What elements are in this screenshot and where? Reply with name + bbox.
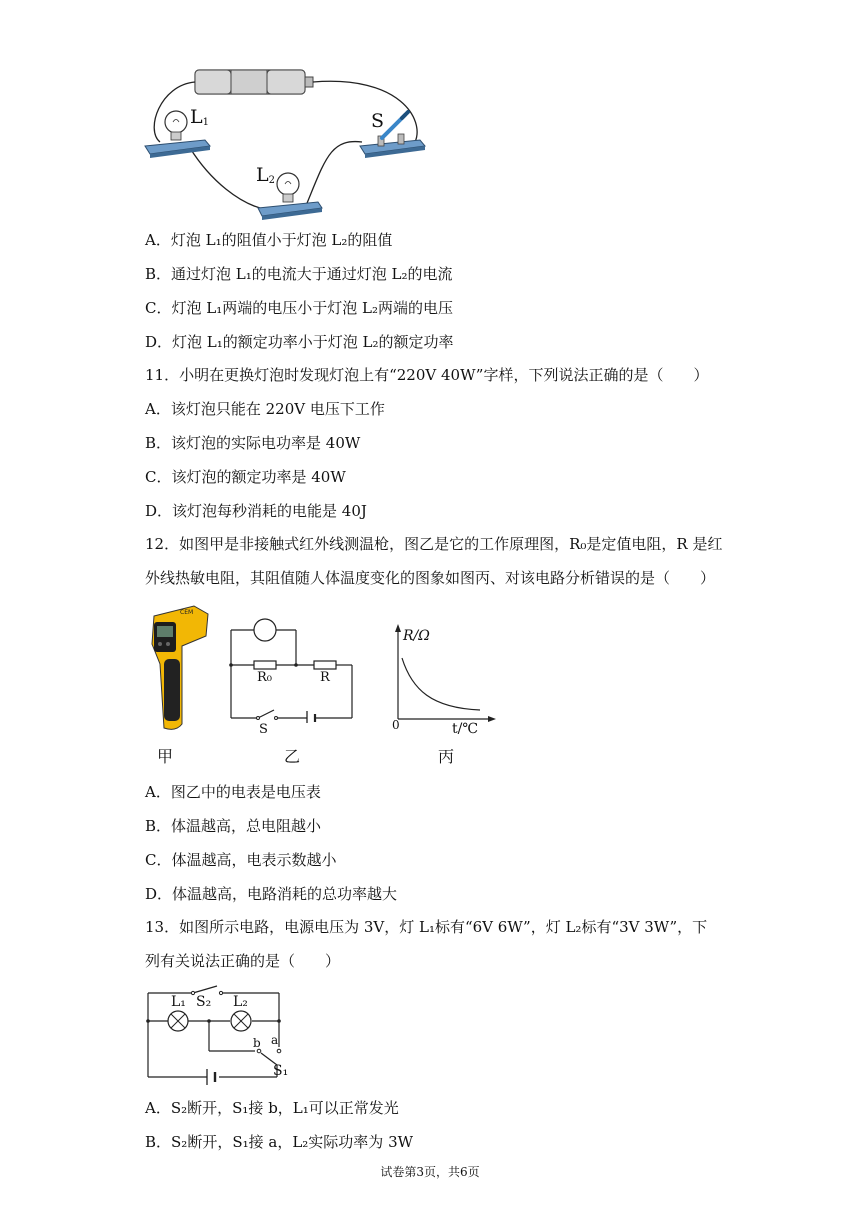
label-l1 [190, 106, 209, 128]
label-l1-text: L [190, 106, 203, 128]
gun-brand-text: CEM [180, 609, 194, 616]
label-l2-sub: 2 [268, 175, 275, 186]
meter-circle [254, 619, 276, 641]
label-r: R [320, 670, 330, 685]
q11-option-d: D．该灯泡每秒消耗的电能是 40J [145, 502, 367, 520]
q12-option-a: A．图乙中的电表是电压表 [145, 783, 321, 801]
q13-option-a: A．S₂断开，S₁接 b，L₁可以正常发光 [145, 1099, 399, 1117]
q12-gun-figure [146, 604, 216, 734]
label-jia: 甲 [157, 747, 174, 766]
q11-option-a: A．该灯泡只能在 220V 电压下工作 [145, 400, 385, 418]
page-footer: 试卷第3页，共6页 [380, 1165, 480, 1179]
q10-option-b: B．通过灯泡 L₁的电流大于通过灯泡 L₂的电流 [145, 265, 453, 283]
battery-pack [195, 70, 313, 94]
resistor-r0 [254, 661, 276, 669]
q10-option-d: D．灯泡 L₁的额定功率小于灯泡 L₂的额定功率 [145, 333, 454, 351]
resistor-r [314, 661, 336, 669]
label-q13-l2: L₂ [233, 994, 248, 1010]
q12-stem-line2: 外线热敏电阻，其阻值随人体温度变化的图象如图丙、对该电路分析错误的是（ ） [145, 569, 716, 587]
label-s: S [371, 110, 385, 132]
label-l2-text: L [256, 164, 269, 186]
q11-option-c: C．该灯泡的额定功率是 40W [145, 468, 346, 486]
q12-option-c: C．体温越高，电表示数越小 [145, 851, 337, 869]
label-x-axis: t/℃ [452, 721, 479, 737]
label-q13-a: a [271, 1033, 279, 1047]
label-q13-l1: L₁ [171, 994, 186, 1010]
q10-option-a: A．灯泡 L₁的阻值小于灯泡 L₂的阻值 [145, 231, 393, 249]
q10-circuit-figure [140, 60, 440, 225]
q12-stem-line1: 12．如图甲是非接触式红外线测温枪，图乙是它的工作原理图，R₀是定值电阻，R 是红 [145, 535, 723, 553]
q12-option-b: B．体温越高，总电阻越小 [145, 817, 322, 835]
q11-option-b: B．该灯泡的实际电功率是 40W [145, 434, 361, 452]
label-origin: 0 [392, 718, 400, 732]
switch-s [360, 112, 425, 158]
label-q13-s1: S₁ [273, 1063, 289, 1079]
q12-option-d: D．体温越高，电路消耗的总功率越大 [145, 885, 398, 903]
label-bing: 丙 [438, 747, 455, 766]
q12-circuit-figure [224, 618, 358, 723]
lamp-l1-symbol [168, 1011, 188, 1031]
label-s-yi: S [259, 722, 268, 737]
label-r0: R₀ [257, 670, 272, 685]
label-q13-b: b [253, 1036, 261, 1050]
label-l2 [256, 164, 275, 186]
q13-stem-line1: 13．如图所示电路，电源电压为 3V，灯 L₁标有“6V 6W”，灯 L₂标有“3V 3W”，下 [145, 918, 708, 936]
label-l1-sub: 1 [202, 117, 209, 128]
label-yi: 乙 [284, 747, 301, 766]
q11-stem: 11．小明在更换灯泡时发现灯泡上有“220V 40W”字样，下列说法正确的是（ ） [145, 366, 709, 384]
q13-circuit-figure [143, 985, 288, 1091]
lamp-l2-symbol [231, 1011, 251, 1031]
q10-option-c: C．灯泡 L₁两端的电压小于灯泡 L₂两端的电压 [145, 299, 453, 317]
label-q13-s2: S₂ [196, 994, 212, 1010]
q13-stem-line2: 列有关说法正确的是（ ） [145, 952, 341, 970]
resistance-curve [402, 658, 480, 710]
label-y-axis: R/Ω [403, 628, 430, 644]
q13-option-b: B．S₂断开，S₁接 a，L₂实际功率为 3W [145, 1133, 414, 1151]
